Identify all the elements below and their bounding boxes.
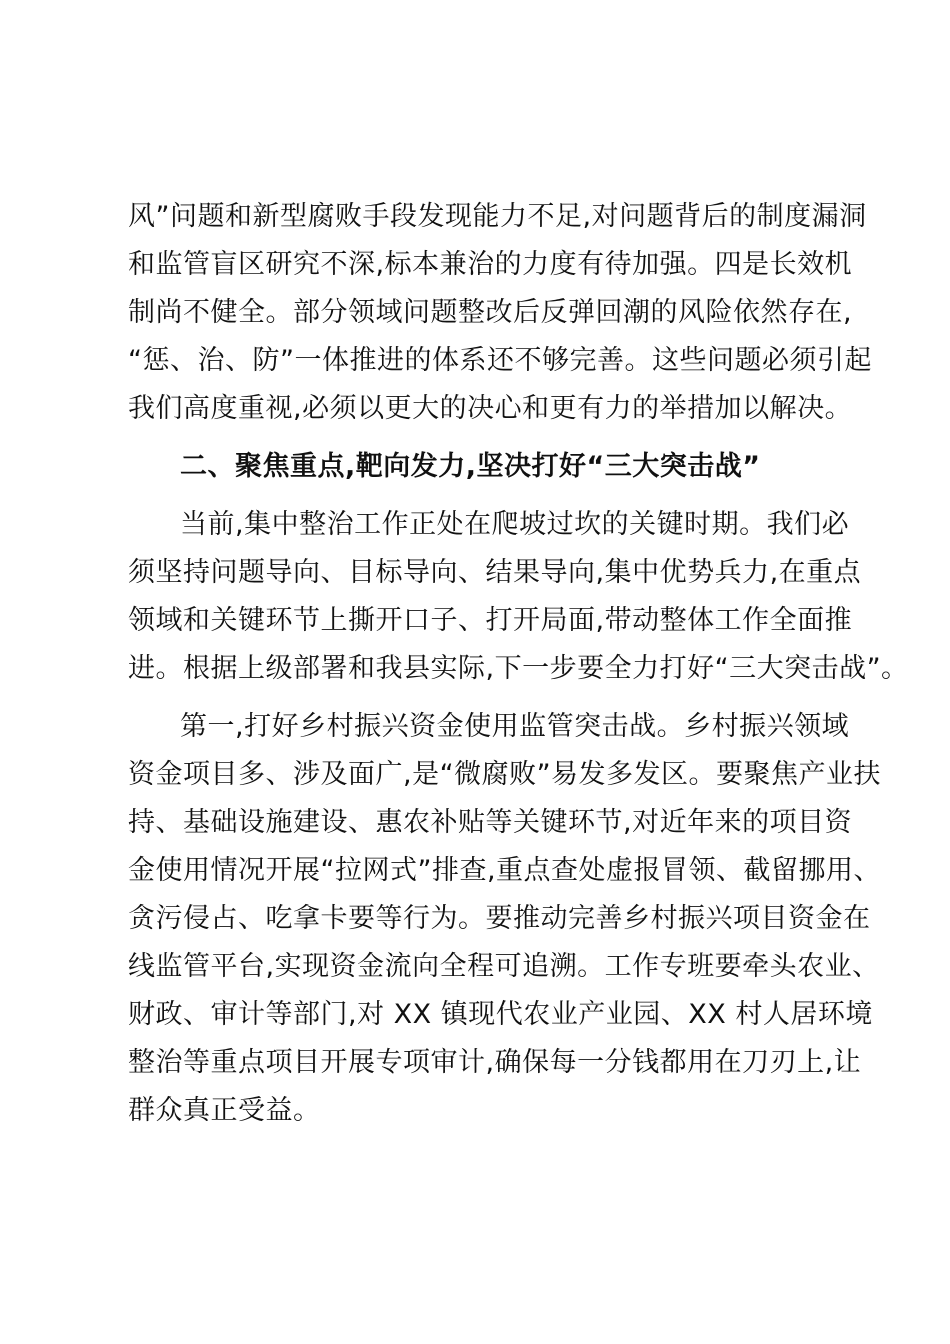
text-line: 整治等重点项目开展专项审计,确保每一分钱都用在刀刃上,让 xyxy=(128,1047,862,1078)
paragraph-problems xyxy=(128,193,872,433)
text-line: 财政、审计等部门,对 XX 镇现代农业产业园、XX 村人居环境 xyxy=(128,999,873,1030)
document-body xyxy=(128,193,909,1135)
text-line: 领域和关键环节上撕开口子、打开局面,带动整体工作全面推 xyxy=(128,605,853,636)
section-heading: 二、聚焦重点,靶向发力,坚决打好“三大突击战” xyxy=(180,451,761,482)
text-line: 金使用情况开展“拉网式”排查,重点查处虚报冒领、截留挪用、 xyxy=(128,855,882,886)
text-line: 群众真正受益。 xyxy=(128,1095,321,1126)
text-line: 进。根据上级部署和我县实际,下一步要全力打好“三大突击战”。 xyxy=(128,653,909,684)
text-line: 我们高度重视,必须以更大的决心和更有力的举措加以解决。 xyxy=(128,393,853,424)
text-line: 制尚不健全。部分领域问题整改后反弹回潮的风险依然存在, xyxy=(128,297,853,328)
text-line: 和监管盲区研究不深,标本兼治的力度有待加强。四是长效机 xyxy=(128,249,853,280)
paragraph-focus xyxy=(128,501,909,693)
text-line: 线监管平台,实现资金流向全程可追溯。工作专班要牵头农业、 xyxy=(128,951,880,982)
paragraph-rural-revitalization xyxy=(128,703,882,1135)
text-line: 持、基础设施建设、惠农补贴等关键环节,对近年来的项目资 xyxy=(128,807,853,838)
text-line: 第一,打好乡村振兴资金使用监管突击战。乡村振兴领域 xyxy=(180,711,850,742)
text-line: 须坚持问题导向、目标导向、结果导向,集中优势兵力,在重点 xyxy=(128,557,862,588)
text-line: 当前,集中整治工作正处在爬坡过坎的关键时期。我们必 xyxy=(180,509,850,540)
text-line: 风”问题和新型腐败手段发现能力不足,对问题背后的制度漏洞 xyxy=(128,201,867,232)
text-line: 资金项目多、涉及面广,是“微腐败”易发多发区。要聚焦产业扶 xyxy=(128,759,882,790)
text-line: “惩、治、防”一体推进的体系还不够完善。这些问题必须引起 xyxy=(128,345,872,376)
text-line: 贪污侵占、吃拿卡要等行为。要推动完善乡村振兴项目资金在 xyxy=(128,903,871,934)
